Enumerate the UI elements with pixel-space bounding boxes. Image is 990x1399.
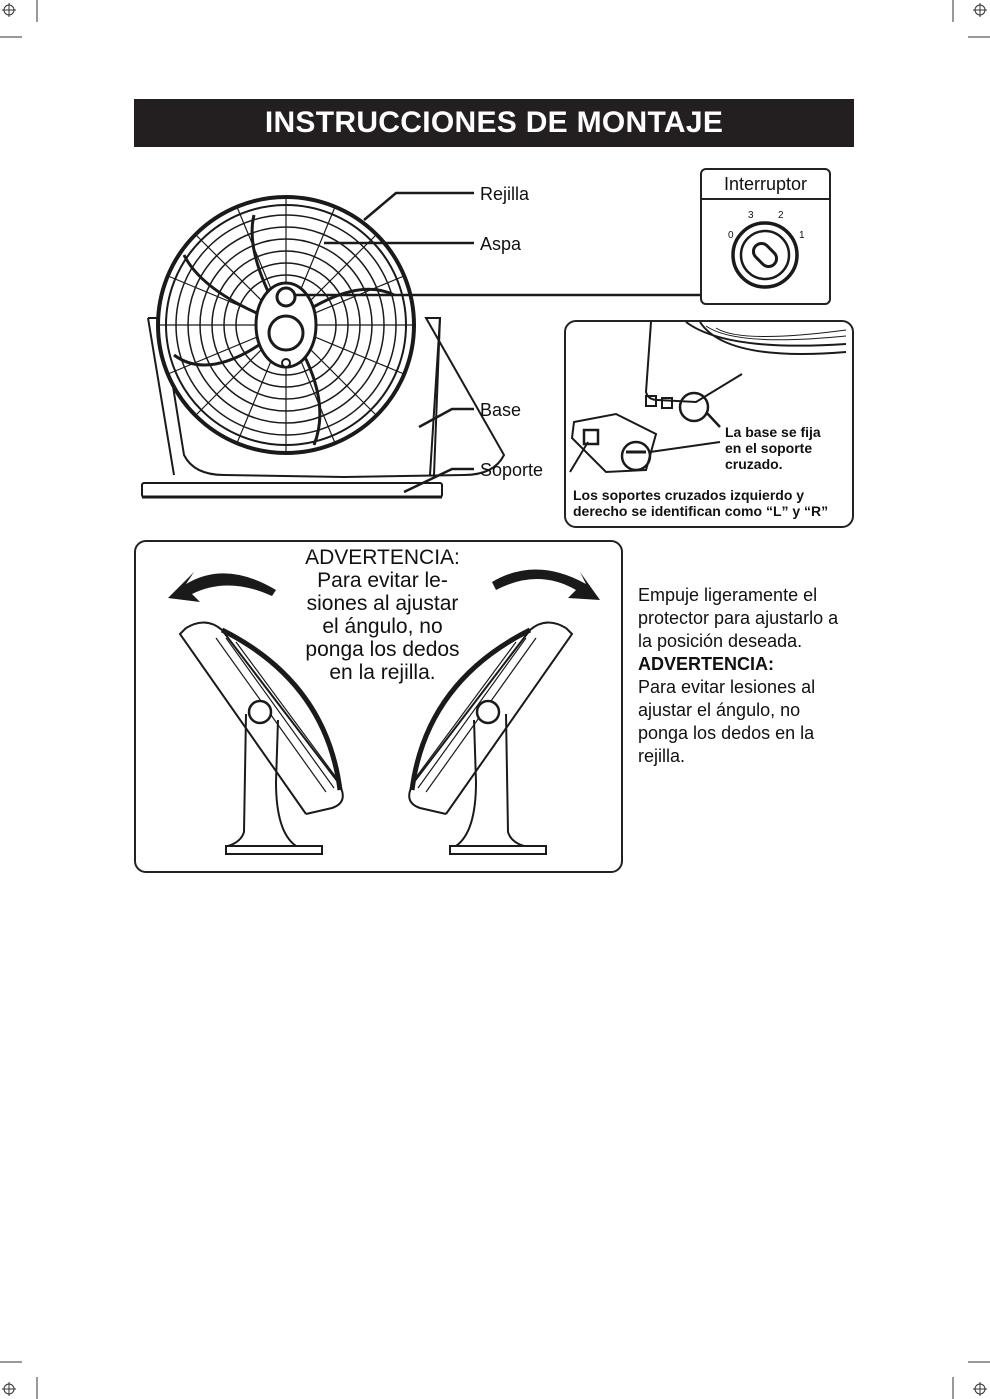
label-base: Base (480, 400, 522, 420)
tilt-adjust-warning-body: Para evitar lesiones al ajustar el ángulo, no ponga los dedos en la rejilla. (638, 677, 816, 766)
label-soporte: Soporte (480, 460, 544, 480)
switch-position-3: 3 (748, 210, 754, 221)
label-aspa: Aspa (480, 234, 522, 254)
tilt-adjust-warning-heading: ADVERTENCIA: (638, 654, 775, 674)
tilt-adjust-instructions (638, 584, 853, 768)
page-title: INSTRUCCIONES DE MONTAJE (134, 99, 854, 147)
label-rejilla: Rejilla (480, 184, 530, 204)
fan-front-illustration (134, 185, 574, 505)
switch-position-1: 1 (799, 230, 805, 241)
switch-position-0: 0 (728, 230, 734, 241)
tilt-adjust-intro: Empuje ligeramente el protector para ajustarlo a la posición deseada. (638, 585, 839, 651)
tilt-warning-text: ADVERTENCIA: Para evitar le- siones al ajustar el ángulo, no ponga los dedos en la rejilla. (305, 546, 460, 684)
switch-title: Interruptor (702, 170, 829, 200)
rotary-knob-icon (702, 200, 829, 305)
switch-detail-box (700, 168, 831, 305)
cross-support-identify-note: Los soportes cruzados izquierdo y derecho se identifican como “L” y “R” (573, 487, 829, 519)
switch-position-2: 2 (778, 210, 784, 221)
cross-support-fix-note: La base se fija en el soporte cruzado. (725, 424, 821, 472)
